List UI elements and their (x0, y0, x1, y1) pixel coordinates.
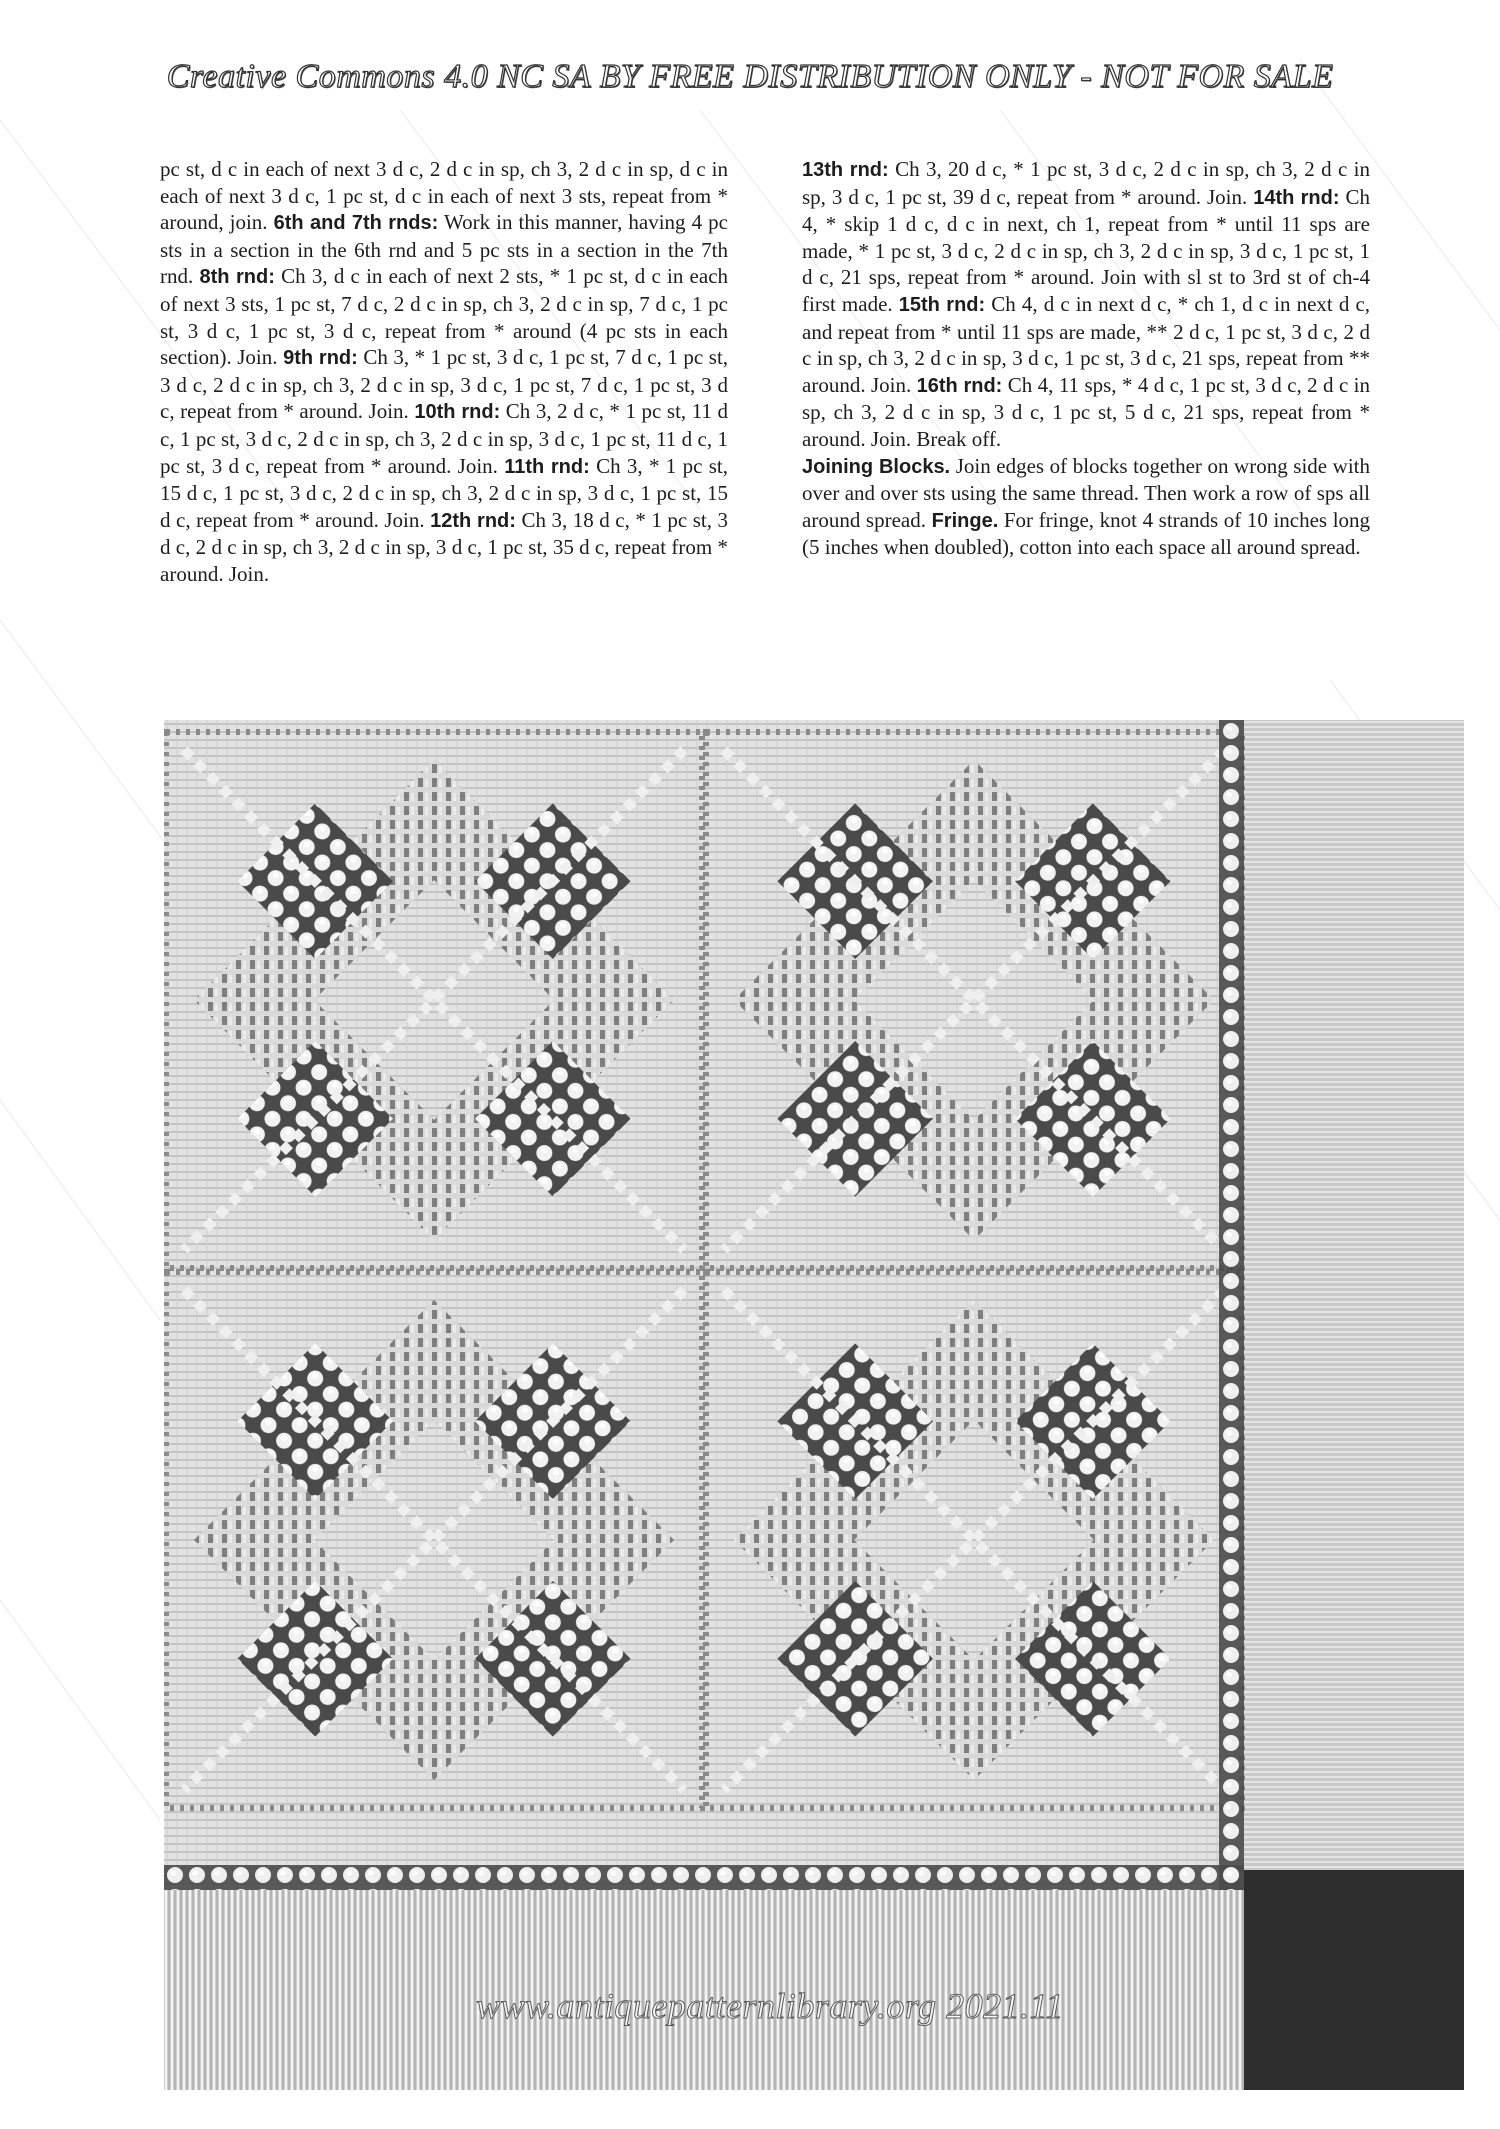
round-13-heading: 13th rnd: (802, 159, 889, 181)
round-10-heading: 10th rnd: (414, 401, 501, 424)
round-16-text: Ch 4, 11 sps, * 4 d c, 1 pc st, 3 d c, 2 d c in sp, ch 3, 2 d c in sp, 3 d c, 1 pc st, 5 d c, 21 sps, repeat from * around. Join. Break off. (802, 372, 1371, 451)
instructions-right-column (802, 156, 1370, 561)
round-6-7-heading: 6th and 7th rnds: (273, 212, 439, 235)
instructions-left-column (160, 156, 728, 588)
crochet-pattern-illustration (164, 720, 1464, 2090)
license-banner: Creative Commons 4.0 NC SA BY FREE DISTRIBUTION ONLY - NOT FOR SALE (166, 58, 1334, 95)
instruction-paragraph (802, 453, 1370, 561)
joining-blocks-text: Join edges of blocks together on wrong side with over and over sts using the same thread. Then work a row of sps all around spread. (802, 453, 1370, 532)
round-12-text: Ch 3, 18 d c, * 1 pc st, 3 d c, 2 d c in sp, ch 3, 2 d c in sp, 3 d c, 1 pc st, 35 d c, repeat from * around. Join. (160, 507, 728, 586)
round-5-continuation-text: pc st, d c in each of next 3 d c, 2 d c in sp, ch 3, 2 d c in sp, d c in each of next 3 d c, 1 pc st, d c in each of next 3 sts, repeat from * around, join. (160, 157, 728, 235)
round-9-text: Ch 3, * 1 pc st, 3 d c, 1 pc st, 7 d c, 1 pc st, 3 d c, 2 d c in sp, ch 3, 2 d c in sp, 3 d c, 1 pc st, 7 d c, 1 pc st, 3 d c, repeat from * around. Join. (160, 345, 729, 424)
joining-blocks-heading: Joining Blocks. (802, 455, 951, 478)
fringe-heading: Fringe. (931, 509, 999, 532)
round-11-heading: 11th rnd: (504, 455, 590, 478)
fringe-text: For fringe, knot 4 strands of 10 inches long (5 inches when doubled), cotton into each space all around spread. (802, 507, 1371, 560)
round-14-heading: 14th rnd: (1253, 186, 1340, 209)
round-9-heading: 9th rnd: (283, 347, 358, 370)
crochet-bedspread-photo (164, 720, 1464, 2090)
round-16-heading: 16th rnd: (916, 374, 1003, 397)
round-14-text: Ch 4, * skip 1 d c, d c in next, ch 1, repeat from * until 11 sps are made, * 1 pc st, 3 d c, 2 d c in sp, ch 3, 2 d c in sp, 3 d c, 1 pc st, 1 d c, 21 sps, repeat from * around. Join with sl st to 3rd st of ch-4 first made. (802, 184, 1371, 316)
instruction-paragraph (802, 156, 1370, 453)
round-13-text: Ch 3, 20 d c, * 1 pc st, 3 d c, 2 d c in sp, ch 3, 2 d c in sp, 3 d c, 1 pc st, 39 d c, repeat from * around. Join. (802, 157, 1371, 209)
round-12-heading: 12th rnd: (430, 509, 516, 532)
instruction-paragraph (160, 156, 728, 588)
round-11-text: Ch 3, * 1 pc st, 15 d c, 1 pc st, 3 d c, 2 d c in sp, ch 3, 2 d c in sp, 3 d c, 1 pc st, 15 d c, repeat from * around. Join. (160, 453, 729, 532)
round-15-text: Ch 4, d c in next d c, * ch 1, d c in next d c, and repeat from * until 11 sps are made, ** 2 d c, 1 pc st, 3 d c, 2 d c in sp, ch 3, 2 d c in sp, 3 d c, 1 pc st, 3 d c, 21 sps, repeat from ** around. Join. (802, 291, 1371, 397)
round-8-text: Ch 3, d c in each of next 2 sts, * 1 pc st, d c in each of next 3 sts, 1 pc st, 7 d c, 2 d c in sp, ch 3, 2 d c in sp, 7 d c, 1 pc st, 3 d c, 1 pc st, 3 d c, repeat from * around (4 pc sts in each section). Join. (160, 264, 729, 370)
round-6-7-text: Work in this manner, having 4 pc sts in a section in the 6th rnd and 5 pc sts in a section in the 7th rnd. (160, 210, 728, 289)
round-8-heading: 8th rnd: (199, 266, 275, 289)
footer-url-watermark: www.antiquepatternlibrary.org 2021.11 (476, 1986, 1064, 2026)
round-10-text: Ch 3, 2 d c, * 1 pc st, 11 d c, 1 pc st, 3 d c, 2 d c in sp, ch 3, 2 d c in sp, 3 d c, 1 pc st, 11 d c, 1 pc st, 3 d c, repeat from * around. Join. (160, 399, 728, 478)
round-15-heading: 15th rnd: (898, 293, 986, 316)
